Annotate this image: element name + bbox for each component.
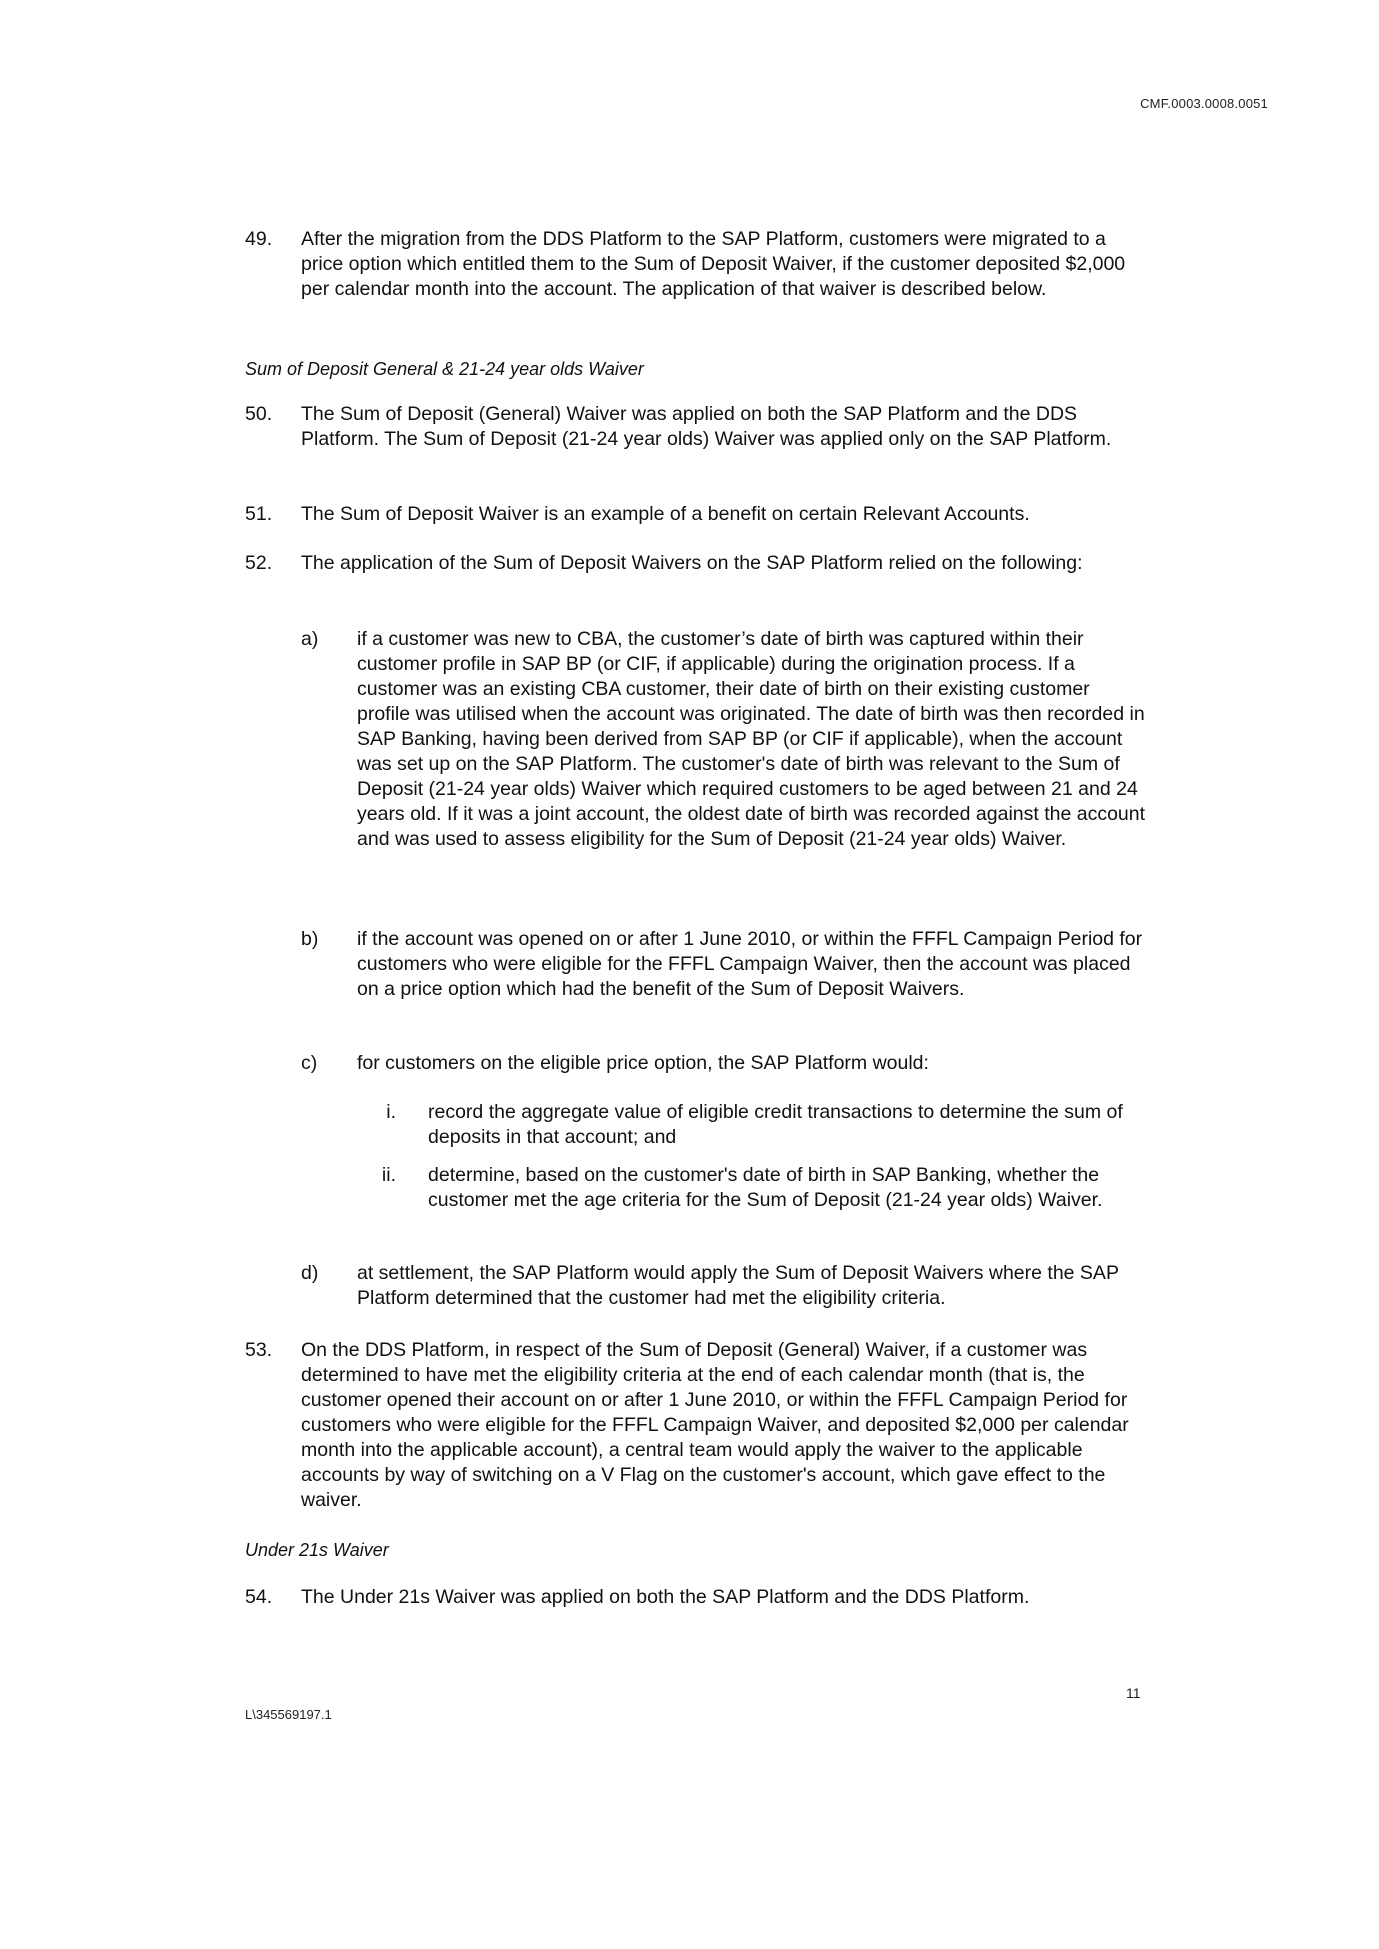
subitem-text: for customers on the eligible price option, the SAP Platform would: (357, 1052, 929, 1074)
paragraph-number: 52. (245, 552, 273, 574)
paragraph-number: 51. (245, 503, 273, 525)
subitem-text: at settlement, the SAP Platform would apply the Sum of Deposit Waivers where the SAP Platform determined that the customer had met the eligibility criteria. (357, 1262, 1119, 1309)
subitem-letter: d) (301, 1262, 319, 1284)
subitem-letter: a) (301, 628, 319, 650)
footer-reference: L\345569197.1 (245, 1707, 332, 1722)
section-heading-sum-of-deposit: Sum of Deposit General & 21-24 year olds Waiver (245, 359, 644, 379)
subitem-letter: b) (301, 928, 319, 950)
subsubitem-text: record the aggregate value of eligible credit transactions to determine the sum of deposits in that account; and (428, 1101, 1123, 1148)
paragraph-number: 53. (245, 1339, 273, 1361)
paragraph-text: On the DDS Platform, in respect of the Sum of Deposit (General) Waiver, if a customer was determined to have met the eligibility criteria at the end of each calendar month (that is, the customer opened their account on or after 1 June 2010, or within the FFFL Campaign Period for customers who were eligible for the FFFL Campaign Waiver, and deposited $2,000 per calendar month into the applicable account), a central team would apply the waiver to the applicable accounts by way of switching on a V Flag on the customer's account, which gave effect to the waiver. (301, 1339, 1129, 1511)
paragraph-text: The Sum of Deposit Waiver is an example of a benefit on certain Relevant Accounts. (301, 503, 1030, 525)
subsubitem-numeral: i. (386, 1101, 396, 1123)
section-heading-under-21s: Under 21s Waiver (245, 1540, 389, 1560)
subitem-letter: c) (301, 1052, 318, 1074)
subitem-text: if a customer was new to CBA, the customer’s date of birth was captured within their customer profile in SAP BP (or CIF, if applicable) during the origination process. If a customer was an existing CBA customer, their date of birth on their existing customer profile was utilised when the account was originated. The date of birth was then recorded in SAP Banking, having been derived from SAP BP (or CIF if applicable), when the account was set up on the SAP Platform. The customer's date of birth was relevant to the Sum of Deposit (21-24 year olds) Waiver which required customers to be aged between 21 and 24 years old. If it was a joint account, the oldest date of birth was recorded against the account and was used to assess eligibility for the Sum of Deposit (21-24 year olds) Waiver. (357, 628, 1146, 850)
page-number: 11 (1126, 1685, 1141, 1701)
document-id: CMF.0003.0008.0051 (1140, 96, 1268, 111)
paragraph-text: After the migration from the DDS Platform to the SAP Platform, customers were migrated to a price option which entitled them to the Sum of Deposit Waiver, if the customer deposited $2,000 per calendar month into the account. The application of that waiver is described below. (301, 228, 1126, 300)
paragraph-number: 50. (245, 403, 273, 425)
paragraph-text: The application of the Sum of Deposit Waivers on the SAP Platform relied on the following: (301, 552, 1083, 574)
subsubitem-numeral: ii. (381, 1164, 396, 1186)
paragraph-number: 54. (245, 1586, 273, 1608)
paragraph-text: The Sum of Deposit (General) Waiver was applied on both the SAP Platform and the DDS Platform. The Sum of Deposit (21-24 year olds) Waiver was applied only on the SAP Platform. (301, 403, 1112, 450)
subitem-text: if the account was opened on or after 1 June 2010, or within the FFFL Campaign Period for customers who were eligible for the FFFL Campaign Waiver, then the account was placed on a price option which had the benefit of the Sum of Deposit Waivers. (357, 928, 1143, 1000)
paragraph-number: 49. (245, 228, 273, 250)
paragraph-text: The Under 21s Waiver was applied on both the SAP Platform and the DDS Platform. (301, 1586, 1030, 1608)
subsubitem-text: determine, based on the customer's date of birth in SAP Banking, whether the customer met the age criteria for the Sum of Deposit (21-24 year olds) Waiver. (428, 1164, 1103, 1211)
